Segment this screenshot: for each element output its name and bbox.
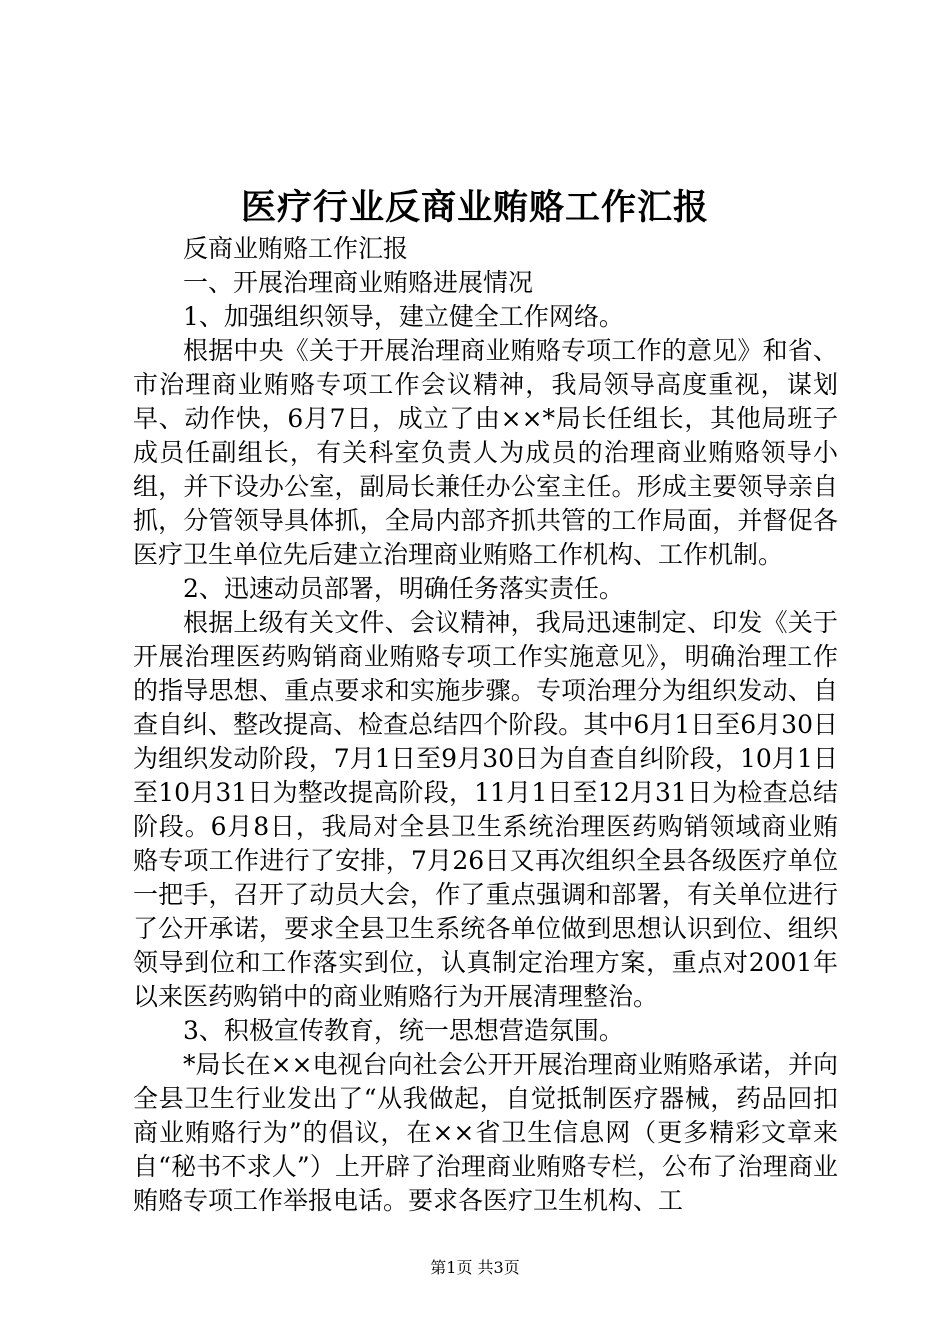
body-paragraph: 根据上级有关文件、会议精神，我局迅速制定、印发《关于开展治理医药购销商业贿赂专项工作实施意见》，明确治理工作的指导思想、重点要求和实施步骤。专项治理分为组织发动、自查自纠、整改提高、检查总结四个阶段。其中6月1日至6月30日为组织发动阶段，7月1日至9月30日为自查自纠阶段，10月1日至10月31日为整改提高阶段，11月1日至12月31日为检查总结阶段。6月8日，我局对全县卫生系统治理医药购销领域商业贿赂专项工作进行了安排，7月26日又再次组织全县各级医疗单位一把手，召开了动员大会，作了重点强调和部署，有关单位进行了公开承诺，要求全县卫生系统各单位做到思想认识到位、组织领导到位和工作落实到位，认真制定治理方案，重点对2001年以来医药购销中的商业贿赂行为开展清理整治。 <box>133 608 838 1011</box>
subsection-heading: 2、迅速动员部署，明确任务落实责任。 <box>183 574 624 603</box>
paragraph-heading: 反商业贿赂工作汇报 <box>183 234 409 263</box>
page-footer: 第1页 共3页 <box>430 1258 520 1277</box>
document-body <box>133 232 838 1218</box>
subsection-heading: 1、加强组织领导，建立健全工作网络。 <box>183 302 624 331</box>
body-paragraph: 根据中央《关于开展治理商业贿赂专项工作的意见》和省、市治理商业贿赂专项工作会议精神，我局领导高度重视，谋划早、动作快，6月7日，成立了由××*局长任组长，其他局班子成员任副组长，有关科室负责人为成员的治理商业贿赂领导小组，并下设办公室，副局长兼任办公室主任。形成主要领导亲自抓，分管领导具体抓，全局内部齐抓共管的工作局面，并督促各医疗卫生单位先后建立治理商业贿赂工作机构、工作机制。 <box>133 336 838 569</box>
body-paragraph: *局长在××电视台向社会公开开展治理商业贿赂承诺，并向全县卫生行业发出了“从我做起，自觉抵制医疗器械，药品回扣商业贿赂行为”的倡议，在××省卫生信息网（更多精彩文章来自“秘书不求人”）上开辟了治理商业贿赂专栏，公布了治理商业贿赂专项工作举报电话。要求各医疗卫生机构、工 <box>133 1050 838 1215</box>
section-heading: 一、开展治理商业贿赂进展情况 <box>183 268 534 297</box>
subsection-heading: 3、积极宣传教育，统一思想营造氛围。 <box>183 1016 624 1045</box>
document-title: 医疗行业反商业贿赂工作汇报 <box>240 187 709 228</box>
